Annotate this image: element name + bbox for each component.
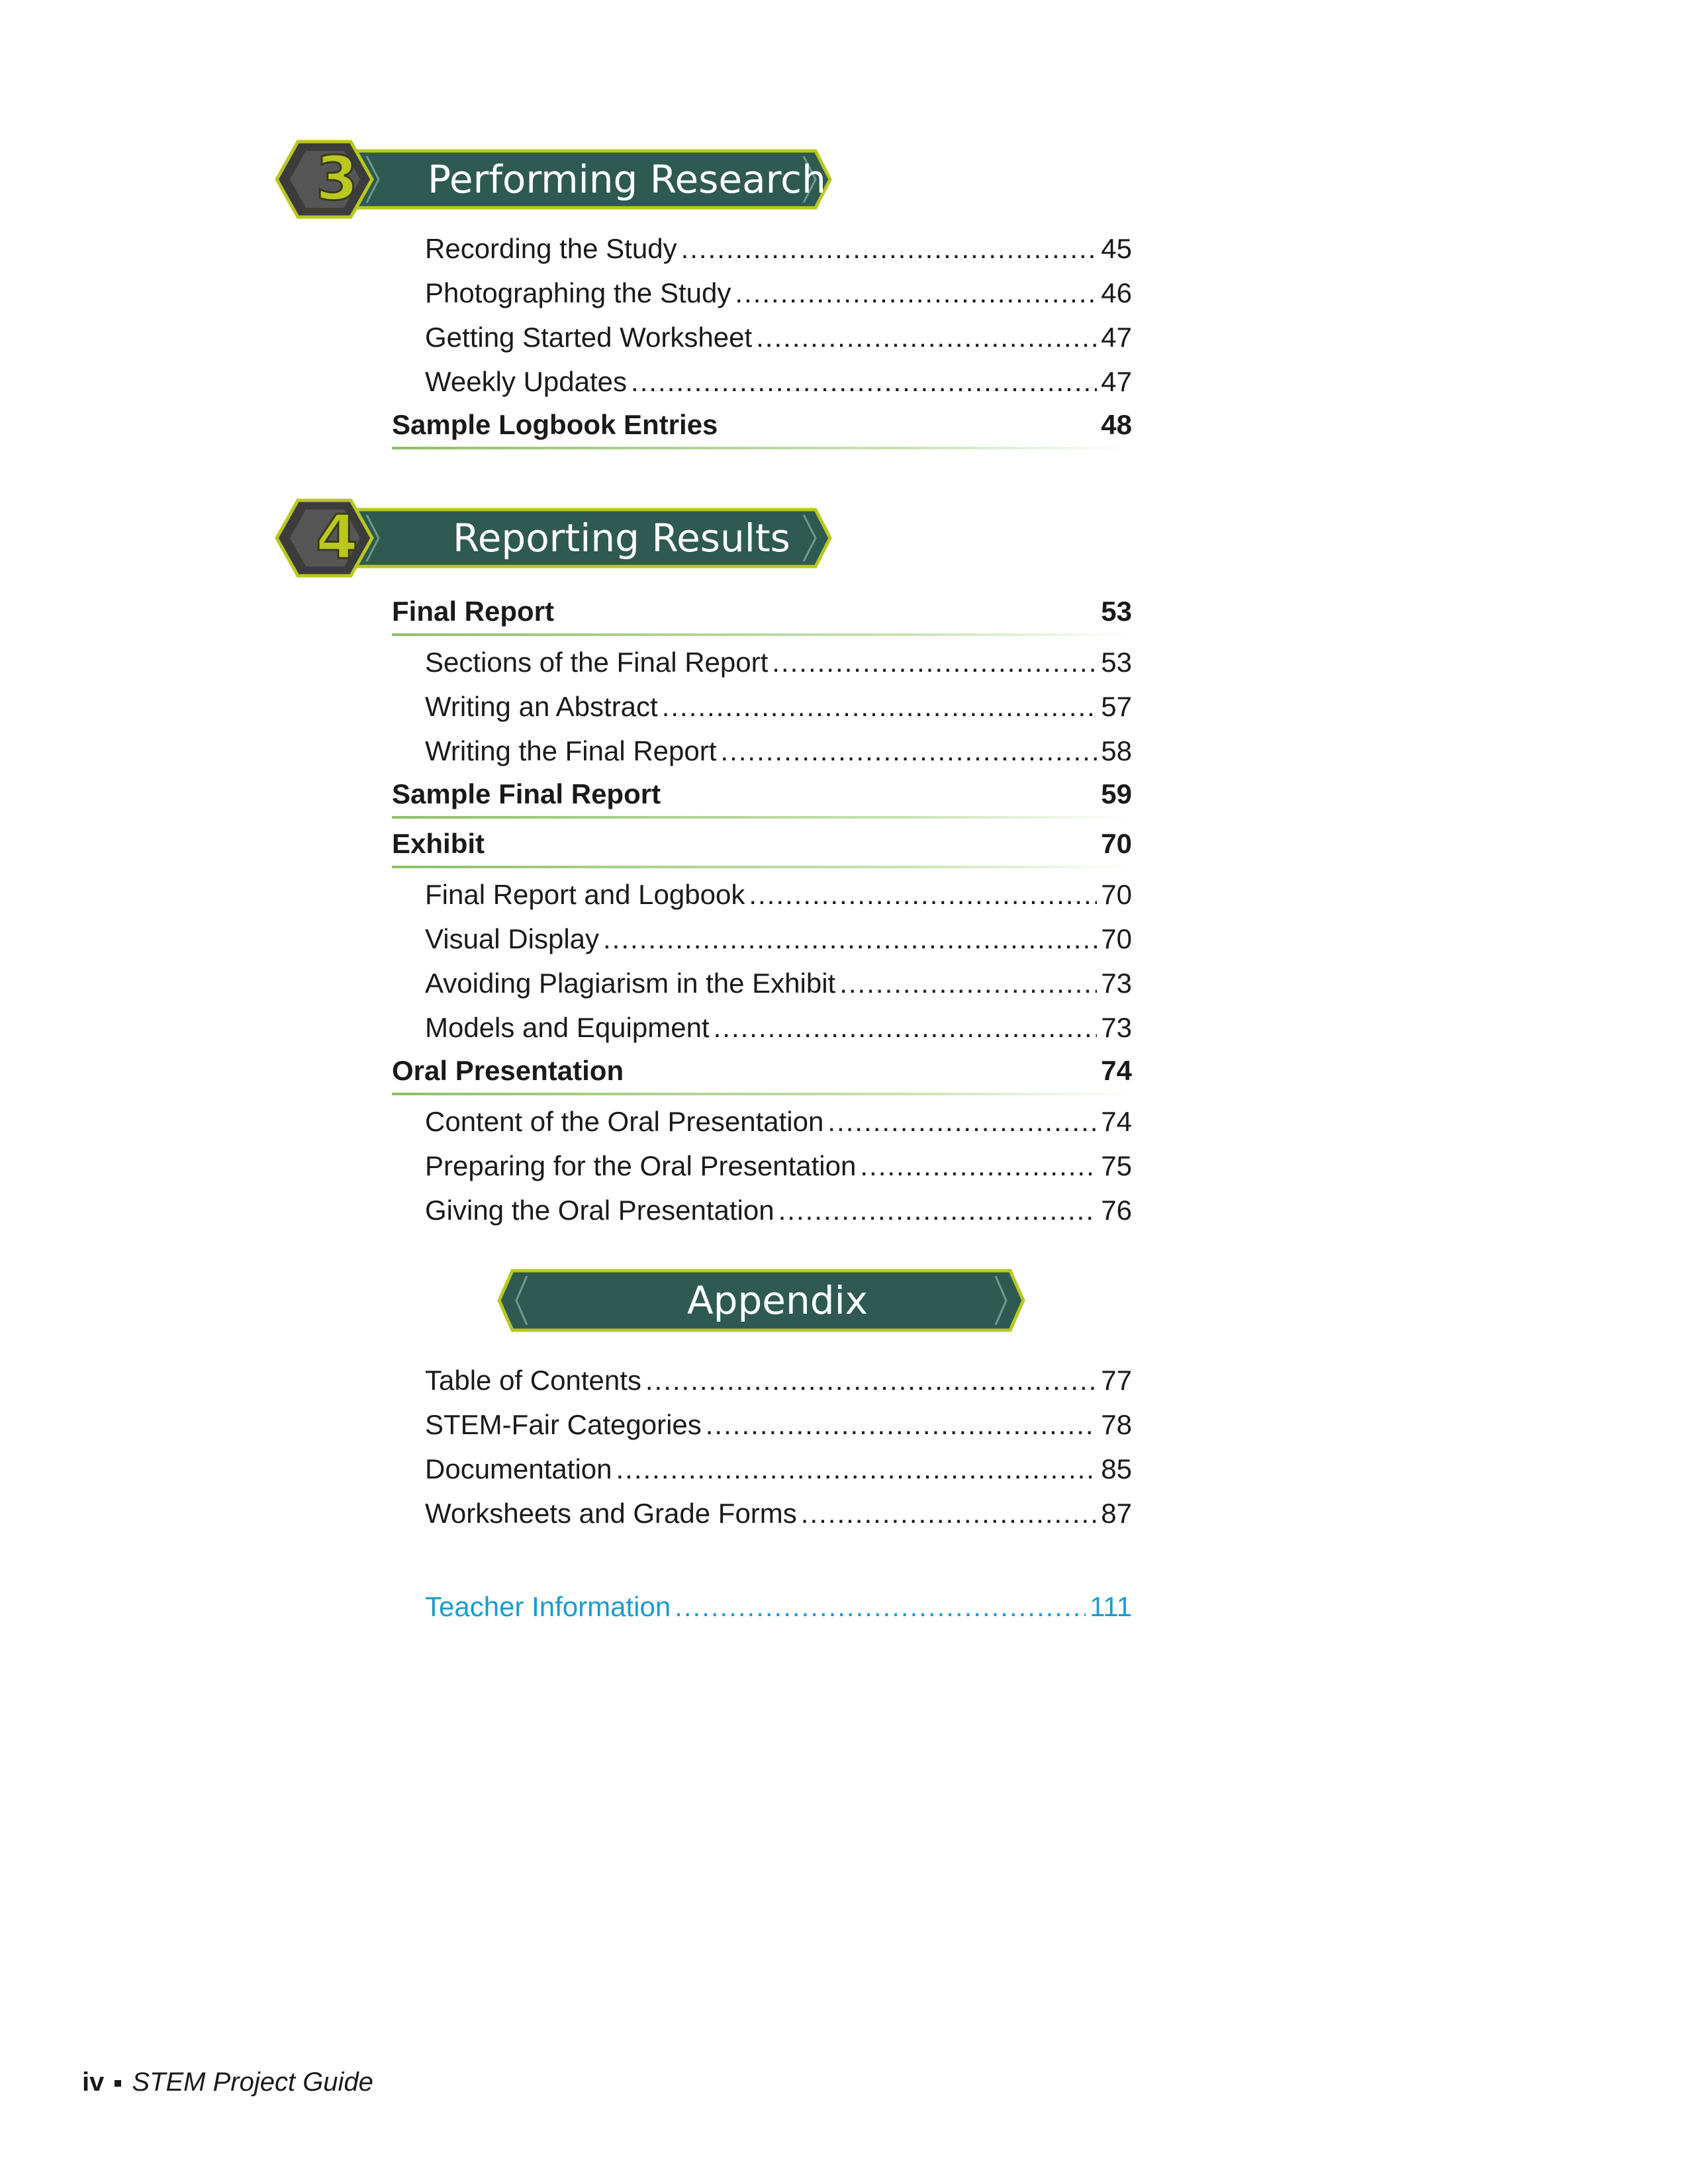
dot-leader xyxy=(616,1447,1098,1491)
dot-leader xyxy=(735,271,1097,315)
toc-entry-page: 73 xyxy=(1101,1012,1132,1043)
toc-entry-label: Final Report and Logbook xyxy=(425,879,745,910)
toc-main-entry[interactable] xyxy=(392,773,1132,823)
toc-entry-page: 53 xyxy=(1101,647,1132,678)
dot-leader xyxy=(801,1491,1098,1535)
green-rule xyxy=(392,447,1132,449)
teacher-information-page: 111 xyxy=(1090,1591,1132,1622)
section-3-number: 3 xyxy=(315,143,358,214)
toc-main-page: 70 xyxy=(1101,828,1132,859)
toc-entry-label: Weekly Updates xyxy=(425,366,628,397)
toc-entry[interactable] xyxy=(392,315,1132,359)
toc-entry-label: Visual Display xyxy=(425,923,600,954)
toc-main-page: 48 xyxy=(1101,409,1132,440)
toc-entry-label: Sections of the Final Report xyxy=(425,647,769,678)
appendix-banner xyxy=(496,1264,1026,1337)
dot-leader xyxy=(772,640,1097,684)
green-rule xyxy=(392,866,1132,868)
toc-main-label: Sample Logbook Entries xyxy=(392,409,718,440)
toc-main-entry[interactable] xyxy=(392,823,1132,872)
green-rule xyxy=(392,1093,1132,1095)
dot-leader xyxy=(681,226,1098,271)
toc-entry-label: Preparing for the Oral Presentation xyxy=(425,1150,857,1181)
toc-entry[interactable] xyxy=(392,872,1132,917)
toc-main-page: 74 xyxy=(1101,1055,1132,1086)
toc-main-label: Exhibit xyxy=(392,828,485,859)
appendix-entries xyxy=(392,1358,1132,1535)
footer-page-number: iv xyxy=(82,2068,105,2097)
toc-entry[interactable] xyxy=(392,226,1132,271)
toc-entry[interactable] xyxy=(392,1144,1132,1188)
section-4-entries xyxy=(392,590,1132,1232)
toc-entry-label: STEM-Fair Categories xyxy=(425,1409,702,1440)
toc-entry-page: 76 xyxy=(1101,1195,1132,1226)
toc-entry-page: 47 xyxy=(1101,322,1132,353)
toc-entry-label: Getting Started Worksheet xyxy=(425,322,753,353)
dot-leader xyxy=(827,1099,1097,1144)
toc-entry-page: 70 xyxy=(1101,879,1132,910)
dot-leader xyxy=(749,872,1097,917)
dot-leader xyxy=(603,917,1097,961)
dot-leader xyxy=(675,1584,1086,1629)
toc-entry[interactable] xyxy=(392,1005,1132,1050)
green-rule xyxy=(392,633,1132,636)
toc-entry-label: Writing the Final Report xyxy=(425,735,717,766)
section-3-banner xyxy=(274,136,837,222)
section-3-title: Performing Research xyxy=(428,157,826,202)
toc-main-label: Sample Final Report xyxy=(392,778,661,809)
toc-main-page: 53 xyxy=(1101,596,1132,627)
dot-leader xyxy=(839,961,1097,1005)
toc-main-page: 59 xyxy=(1101,778,1132,809)
toc-entry[interactable] xyxy=(392,917,1132,961)
toc-entry-page: 77 xyxy=(1101,1365,1132,1396)
dot-leader xyxy=(720,729,1097,773)
toc-entry-page: 58 xyxy=(1101,735,1132,766)
footer-separator xyxy=(115,2080,121,2087)
section-3-entries xyxy=(392,226,1132,453)
dot-leader xyxy=(778,1188,1098,1232)
green-rule xyxy=(392,816,1132,819)
toc-entry-label: Avoiding Plagiarism in the Exhibit xyxy=(425,968,836,999)
footer-book-title: STEM Project Guide xyxy=(132,2068,373,2097)
toc-entry-page: 87 xyxy=(1101,1498,1132,1529)
toc-entry-page: 85 xyxy=(1101,1453,1132,1484)
dot-leader xyxy=(706,1402,1098,1447)
toc-main-entry[interactable] xyxy=(392,590,1132,640)
toc-entry[interactable] xyxy=(392,1188,1132,1232)
toc-entry-page: 45 xyxy=(1101,233,1132,264)
toc-entry[interactable] xyxy=(392,1358,1132,1402)
toc-entry-page: 70 xyxy=(1101,923,1132,954)
toc-entry[interactable] xyxy=(392,729,1132,773)
toc-main-entry[interactable] xyxy=(392,1050,1132,1099)
section-4-number: 4 xyxy=(315,502,358,572)
toc-entry-page: 78 xyxy=(1101,1409,1132,1440)
page-footer xyxy=(82,2068,373,2097)
teacher-information xyxy=(392,1584,1132,1629)
toc-entry-label: Writing an Abstract xyxy=(425,691,658,722)
toc-entry-label: Table of Contents xyxy=(425,1365,641,1396)
dot-leader xyxy=(631,359,1097,404)
toc-entry-page: 74 xyxy=(1101,1106,1132,1137)
toc-entry-page: 75 xyxy=(1101,1150,1132,1181)
teacher-information-label: Teacher Information xyxy=(425,1591,671,1622)
toc-entry-label: Giving the Oral Presentation xyxy=(425,1195,774,1226)
toc-entry-page: 46 xyxy=(1101,277,1132,308)
toc-entry[interactable] xyxy=(392,1447,1132,1491)
toc-entry[interactable] xyxy=(392,961,1132,1005)
toc-entry-label: Models and Equipment xyxy=(425,1012,710,1043)
dot-leader xyxy=(860,1144,1097,1188)
dot-leader xyxy=(756,315,1097,359)
toc-entry-page: 47 xyxy=(1101,366,1132,397)
toc-entry-label: Worksheets and Grade Forms xyxy=(425,1498,797,1529)
toc-entry[interactable] xyxy=(392,640,1132,684)
section-4-banner xyxy=(274,495,837,581)
toc-entry-page: 57 xyxy=(1101,691,1132,722)
toc-entry[interactable] xyxy=(392,1491,1132,1535)
toc-main-label: Final Report xyxy=(392,596,555,627)
appendix-title: Appendix xyxy=(687,1278,868,1323)
toc-entry[interactable] xyxy=(392,1402,1132,1447)
toc-entry-label: Photographing the Study xyxy=(425,277,731,308)
toc-main-entry[interactable] xyxy=(392,404,1132,453)
toc-entry-page: 73 xyxy=(1101,968,1132,999)
dot-leader xyxy=(662,684,1098,729)
dot-leader xyxy=(714,1005,1098,1050)
toc-entry[interactable] xyxy=(392,684,1132,729)
toc-main-label: Oral Presentation xyxy=(392,1055,624,1086)
toc-entry-label: Recording the Study xyxy=(425,233,677,264)
toc-entry[interactable] xyxy=(392,271,1132,315)
toc-entry[interactable] xyxy=(392,1099,1132,1144)
dot-leader xyxy=(645,1358,1097,1402)
toc-entry[interactable] xyxy=(392,359,1132,404)
teacher-information-link[interactable] xyxy=(392,1584,1132,1629)
section-4-title: Reporting Results xyxy=(453,516,790,561)
toc-entry-label: Content of the Oral Presentation xyxy=(425,1106,824,1137)
toc-entry-label: Documentation xyxy=(425,1453,612,1484)
